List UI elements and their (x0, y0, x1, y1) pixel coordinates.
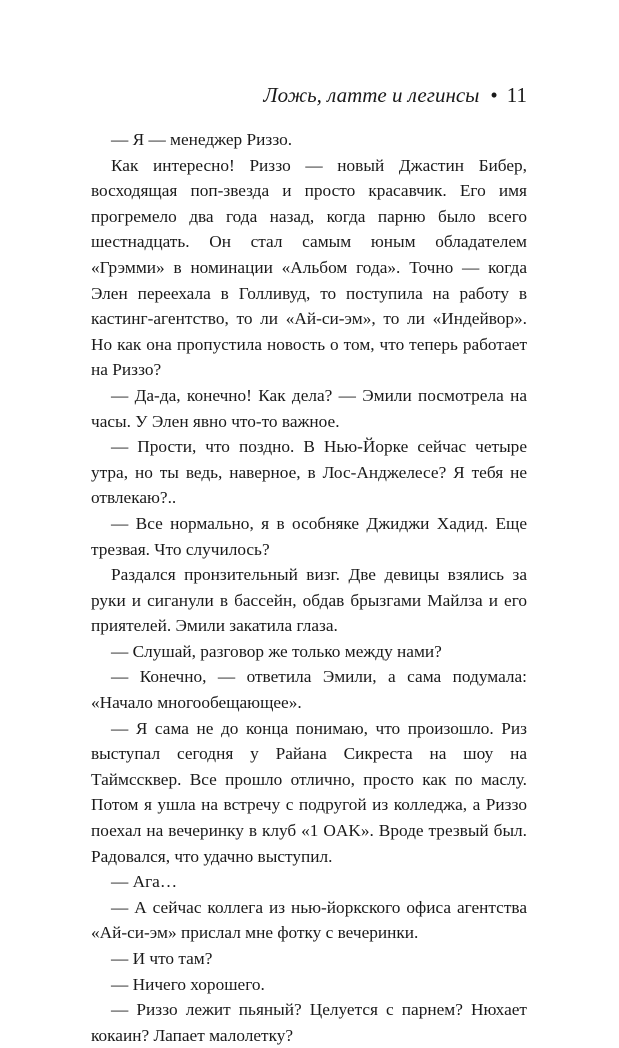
page-number: 11 (506, 83, 527, 107)
paragraph: — Конечно, — ответила Эмили, а сама подумала: «Начало многообещающее». (91, 667, 527, 713)
paragraph: — Да-да, конечно! Как дела? — Эмили посмотрела на часы. У Элен явно что-то важное. (91, 385, 527, 431)
paragraph: — Слушай, разговор же только между нами? (111, 641, 442, 661)
paragraph: — Ничего хорошего. (111, 974, 265, 994)
paragraph: — Я сама не до конца понимаю, что произошло. Риз выступал сегодня у Райана Сикреста на шоу на Таймссквер. Все прошло отлично, просто как по маслу. Потом я ушла на встречу с подругой из колледжа, а Риззо поехал на вечеринку в клуб «1 OAK». Вроде трезвый был. Радовался, что удачно выступил. (91, 718, 527, 866)
paragraph: — Прости, что поздно. В Нью-Йорке сейчас четыре утра, но ты ведь, наверное, в Лос-Анджелесе? Я тебя не отвлекаю?.. (91, 437, 527, 508)
paragraph: — Ага… (111, 872, 178, 892)
paragraph: — Риззо лежит пьяный? Целуется с парнем? Нюхает кокаин? Лапает малолетку? (91, 1000, 527, 1045)
paragraph: — А сейчас коллега из нью-йоркского офиса агентства «Ай-си-эм» прислал мне фотку с вечеринки. (91, 897, 527, 943)
body-text (91, 127, 527, 1048)
paragraph: — Все нормально, я в особняке Джиджи Хадид. Еще трезвая. Что случилось? (91, 513, 527, 559)
paragraph: — Я — менеджер Риззо. (111, 130, 293, 149)
paragraph: — И что там? (111, 949, 213, 968)
running-head-separator: • (490, 83, 498, 107)
running-head-title: Ложь, латте и легинсы (263, 83, 480, 107)
running-head (263, 82, 527, 108)
paragraph: Как интересно! Риззо — новый Джастин Бибер, восходящая поп-звезда и просто красавчик. Его имя прогремело два года назад, когда парню было всего шестнадцать. Он стал самым юным обладателем «Грэмми» в номинации «Альбом года». Точно — когда Элен переехала в Голливуд, то поступила на работу в кастинг-агентство, то ли «Ай-си-эм», то ли «Индейвор». Но как она пропустила новость о том, что теперь работает на Риззо? (91, 155, 527, 380)
paragraph: Раздался пронзительный визг. Две девицы взялись за руки и сиганули в бассейн, обдав брызгами Майлза и его приятелей. Эмили закатила глаза. (91, 565, 527, 636)
